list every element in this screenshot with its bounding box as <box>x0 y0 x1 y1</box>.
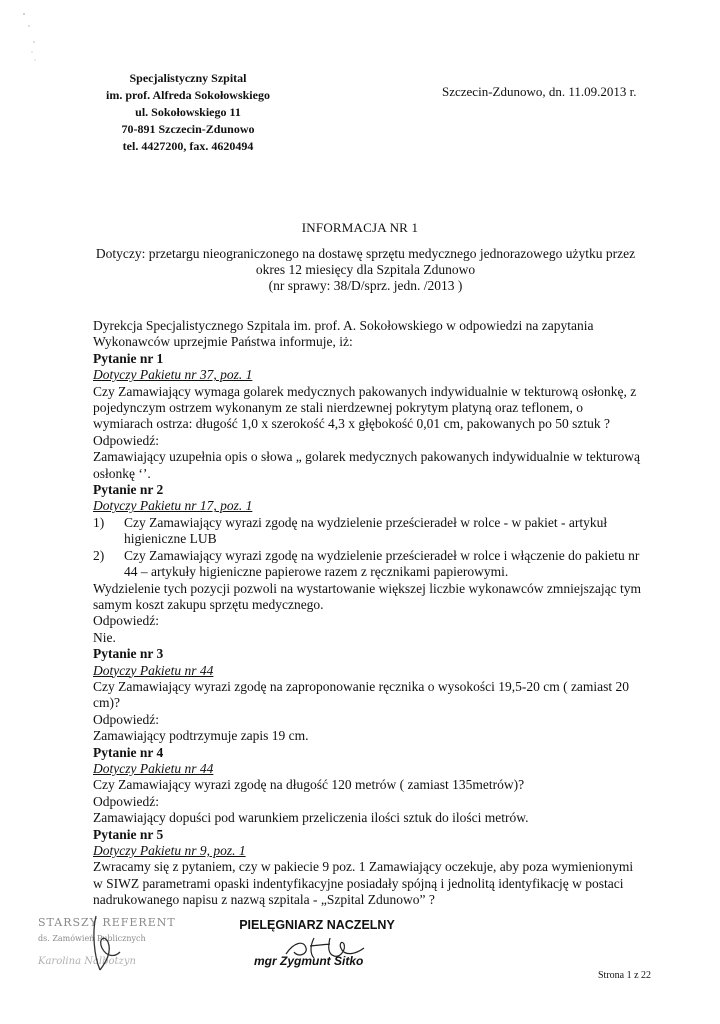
answer-label: Odpowiedź: <box>93 793 159 809</box>
question-heading: Pytanie nr 4 <box>93 744 164 760</box>
stamp-title: STARSZY REFERENT <box>38 916 176 929</box>
scan-speckle-marks <box>20 8 40 68</box>
list-item-text: Czy Zamawiający wyrazi zgodę na wydzielenie prześcieradeł w rolce i włączenie do pakietu nr 44 – artykuły higieniczne papierowe razem z ręcznikami papierowymi. <box>124 547 640 580</box>
handwritten-signature-icon <box>36 912 196 974</box>
answer-label: Odpowiedź: <box>93 613 159 629</box>
subject-line: Dotyczy: przetargu nieograniczonego na dostawę sprzętu medycznego jednorazowego użytku przez <box>95 246 636 261</box>
head-nurse-signature-block <box>232 918 402 968</box>
list-item-text: Czy Zamawiający wyrazi zgodę na wydzielenie prześcieradeł w rolce - w pakiet - artykuł higieniczne LUB <box>124 514 608 547</box>
list-item <box>93 515 645 548</box>
question-text: Czy Zamawiający wyrazi zgodę na zaproponowanie ręcznika o wysokości 19,5-20 cm ( zamiast 20 cm)? <box>93 678 630 711</box>
question-text: Czy Zamawiający wymaga golarek medycznych pakowanych indywidualnie w tekturową osłonkę, z pojedynczym ostrzem wykonanym ze stali nierdzewnej pokrytym platyną oraz teflonem, o wymiarach ostrza: długość 1,0 x szerokość 4,3 x głębokość 0,01 cm, pakowanych po 50 sztuk ? <box>93 383 637 432</box>
list-item-number: 1) <box>93 514 105 530</box>
question-heading: Pytanie nr 3 <box>93 646 164 662</box>
sender-city: 70-891 Szczecin-Zdunowo <box>121 122 255 136</box>
document-title: INFORMACJA NR 1 <box>301 220 419 235</box>
case-number: (nr sprawy: 38/D/sprz. jedn. /2013 ) <box>268 278 463 293</box>
official-stamp <box>36 912 196 974</box>
list-item <box>93 548 645 581</box>
answer-text: Zamawiający podtrzymuje zapis 19 cm. <box>93 728 309 744</box>
document-body <box>93 318 645 909</box>
stamp-name: Karolina Nalbotzyn <box>38 956 136 967</box>
answer-text: Nie. <box>93 629 116 645</box>
question-reference: Dotyczy Pakietu nr 44 <box>93 662 214 678</box>
question-reference: Dotyczy Pakietu nr 9, poz. 1 <box>93 843 246 858</box>
answer-text: Zamawiający uzupełnia opis o słowa „ golarek medycznych pakowanych indywidualnie w tekturową osłonkę ‘’. <box>93 449 640 481</box>
question-reference: Dotyczy Pakietu nr 44 <box>93 760 214 776</box>
answer-label: Odpowiedź: <box>93 711 159 727</box>
answer-label: Odpowiedź: <box>93 432 159 448</box>
question-text: Czy Zamawiający wyrazi zgodę na długość 120 metrów ( zamiast 135metrów)? <box>93 777 525 793</box>
intro-paragraph: Dyrekcja Specjalistycznego Szpitala im. prof. A. Sokołowskiego w odpowiedzi na zapytania Wykonawców uprzejmie Państwa informuje, iż: <box>93 318 594 350</box>
list-item-number: 2) <box>93 547 105 563</box>
page-number: Strona 1 z 22 <box>598 970 652 981</box>
sender-phone: tel. 4427200, fax. 4620494 <box>122 139 254 153</box>
question-reference: Dotyczy Pakietu nr 17, poz. 1 <box>93 498 253 514</box>
signatory-name: mgr Zygmunt Sitko <box>254 954 364 968</box>
question-reference: Dotyczy Pakietu nr 37, poz. 1 <box>93 367 253 383</box>
answer-text: Zamawiający dopuści pod warunkiem przeliczenia ilości sztuk do ilości metrów. <box>93 810 529 826</box>
subject-line: okres 12 miesięcy dla Szpitala Zdunowo <box>255 262 476 277</box>
question-text: Wydzielenie tych pozycji pozwoli na wystartowanie większej liczbie wykonawców zmniejszając tym samym koszt zakupu sprzętu medycznego. <box>93 580 641 612</box>
question-text: Zwracamy się z pytaniem, czy w pakiecie 9 poz. 1 Zamawiający oczekuje, aby poza wymienionymi w SIWZ parametrami opaski indentyfikacyjne posiadały spójną i jednolitą identyfikację w postaci nadrukowanego napisu z nazwą szpitala - „Szpital Zdunowo” ? <box>93 859 634 908</box>
document-subject <box>88 246 643 294</box>
signatory-title: PIELĘGNIARZ NACZELNY <box>239 918 395 932</box>
sender-street: ul. Sokołowskiego 11 <box>135 105 241 119</box>
question-heading: Pytanie nr 5 <box>93 826 164 842</box>
question-heading: Pytanie nr 1 <box>93 350 164 366</box>
sender-address-block <box>88 70 288 155</box>
question-heading: Pytanie nr 2 <box>93 482 164 498</box>
sender-name: Specjalistyczny Szpital <box>129 71 247 85</box>
question-option-list <box>93 515 645 581</box>
sender-patron: im. prof. Alfreda Sokołowskiego <box>106 88 270 102</box>
document-date: Szczecin-Zdunowo, dn. 11.09.2013 r. <box>442 84 637 99</box>
stamp-department: ds. Zamówień Publicznych <box>38 934 146 943</box>
